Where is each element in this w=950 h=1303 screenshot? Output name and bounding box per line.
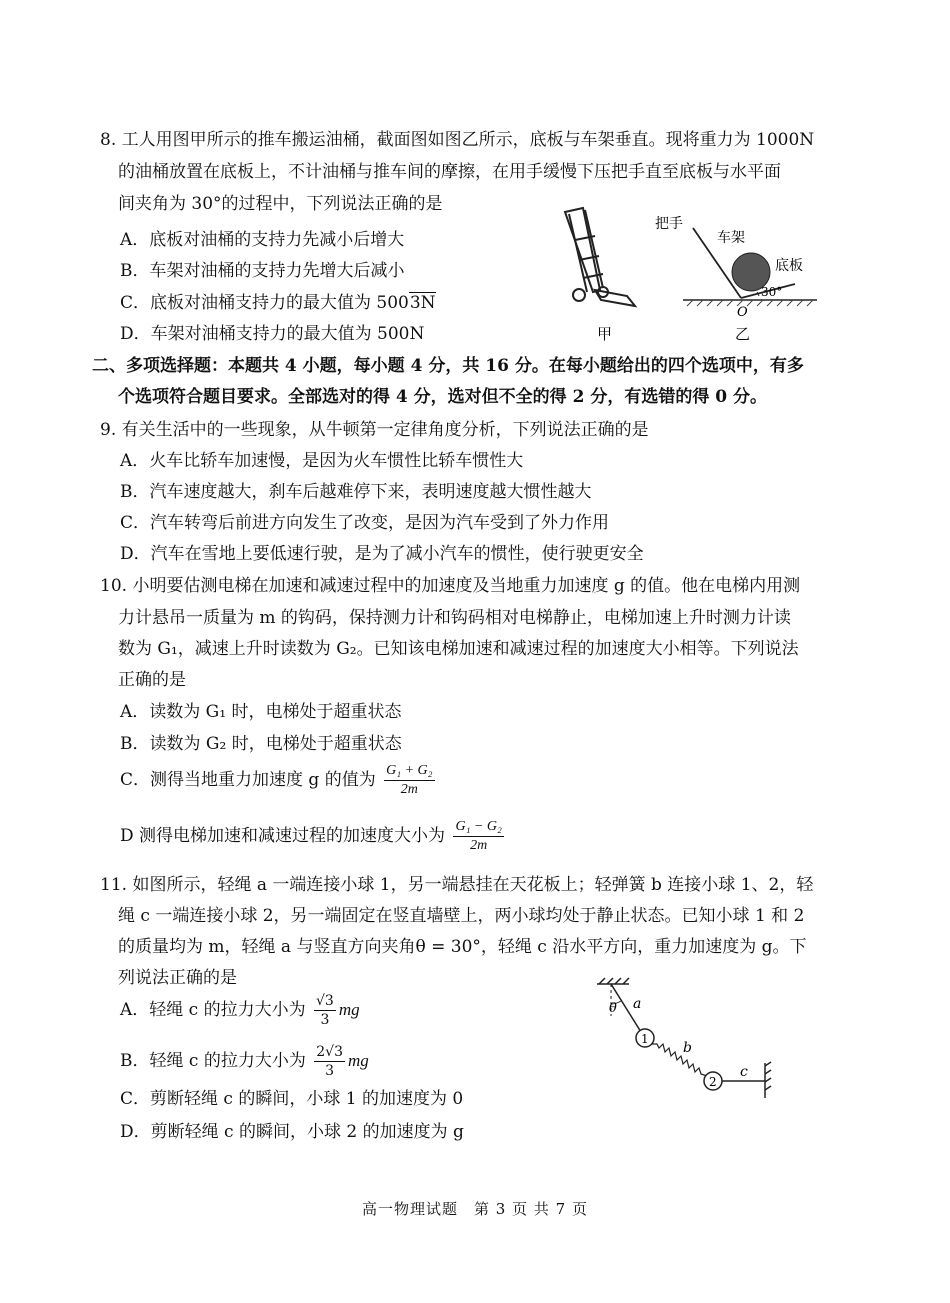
q11-option-b-denominator: 3 xyxy=(325,1063,335,1079)
q8-option-a: A．底板对油桶的支持力先减小后增大 xyxy=(120,230,405,250)
fig-label-ball1: 1 xyxy=(641,1032,649,1046)
q10-line3: 数为 G₁，减速上升时读数为 G₂。已知该电梯加速和减速过程的加速度大小相等。下列说法 xyxy=(118,639,799,659)
fig-label-theta: θ xyxy=(609,1001,617,1016)
q10-option-d-text: D 测得电梯加速和减速过程的加速度大小为 xyxy=(120,826,446,846)
q11-option-d: D．剪断轻绳 c 的瞬间，小球 2 的加速度为 g xyxy=(120,1122,464,1142)
q11-option-b xyxy=(120,1043,369,1080)
q8-figure xyxy=(555,200,855,345)
fig-label-jia: 甲 xyxy=(597,325,613,343)
q10-option-b: B．读数为 G₂ 时，电梯处于超重状态 xyxy=(120,734,402,754)
q8-line3: 间夹角为 30°的过程中，下列说法正确的是 xyxy=(118,194,443,214)
ceiling-support xyxy=(597,978,629,984)
spring-b xyxy=(652,1044,707,1076)
fig-label-frame: 车架 xyxy=(717,230,745,246)
hand-truck-drawing xyxy=(565,208,635,306)
fig-label-angle: 30° xyxy=(761,285,783,299)
q11-line1: 11. 如图所示，轻绳 a 一端连接小球 1，另一端悬挂在天花板上；轻弹簧 b 连接小球 1、2，轻 xyxy=(100,875,814,895)
q11-option-b-unit: mg xyxy=(347,1051,369,1070)
q10-option-d xyxy=(120,818,507,855)
q8-line1: 8. 工人用图甲所示的推车搬运油桶，截面图如图乙所示，底板与车架垂直。现将重力为 1000N xyxy=(100,130,815,150)
q10-option-c-fraction xyxy=(384,762,434,799)
fig-label-b: b xyxy=(683,1040,692,1056)
q10-option-c-numerator: G₁ + G₂ xyxy=(384,762,434,781)
q10-option-c-denominator: 2m xyxy=(400,782,418,797)
q11-line3: 的质量均为 m，轻绳 a 与竖直方向夹角θ = 30°，轻绳 c 沿水平方向，重力加速度为 g。下 xyxy=(118,937,807,957)
section2-line1: 二、多项选择题：本题共 4 小题，每小题 4 分，共 16 分。在每小题给出的四个选项中，有多 xyxy=(92,356,804,376)
fig-label-ball2: 2 xyxy=(709,1075,717,1089)
q10-option-d-denominator: 2m xyxy=(470,838,488,853)
q8-option-c-sqrt: 3N xyxy=(409,293,436,313)
q8-option-c-text: C．底板对油桶支持力的最大值为 500 xyxy=(120,293,409,313)
q11-option-b-fraction xyxy=(314,1043,345,1080)
fig-label-c: c xyxy=(740,1064,748,1080)
q9-option-a: A．火车比轿车加速慢，是因为火车惯性比轿车惯性大 xyxy=(120,451,524,471)
q8-option-b: B．车架对油桶的支持力先增大后减小 xyxy=(120,261,405,281)
q10-option-c-text: C．测得当地重力加速度 g 的值为 xyxy=(120,770,376,790)
q10-option-c xyxy=(120,762,438,799)
q9-option-d: D．汽车在雪地上要低速行驶，是为了减小汽车的惯性，使行驶更安全 xyxy=(120,544,644,564)
fig-label-base: 底板 xyxy=(775,258,803,274)
q9-line1: 9. 有关生活中的一些现象，从牛顿第一定律角度分析，下列说法正确的是 xyxy=(100,420,649,440)
q10-line4: 正确的是 xyxy=(118,670,186,690)
q10-line2: 力计悬吊一质量为 m 的钩码，保持测力计和钩码相对电梯静止，电梯加速上升时测力计读 xyxy=(118,608,791,628)
section2-line2: 个选项符合题目要求。全部选对的得 4 分，选对但不全的得 2 分，有选错的得 0 分。 xyxy=(118,387,767,407)
q10-option-d-numerator: G₁ − G₂ xyxy=(453,818,503,837)
fig-label-o: O xyxy=(737,305,748,320)
q8-line2: 的油桶放置在底板上，不计油桶与推车间的摩擦，在用手缓慢下压把手直至底板与水平面 xyxy=(118,162,781,182)
q9-option-b: B．汽车速度越大，刹车后越难停下来，表明速度越大惯性越大 xyxy=(120,482,592,502)
q11-option-b-text: B．轻绳 c 的拉力大小为 xyxy=(120,1051,306,1071)
q8-option-c xyxy=(120,291,436,315)
q11-option-a-fraction xyxy=(314,992,336,1029)
q11-line2: 绳 c 一端连接小球 2，另一端固定在竖直墙壁上，两小球均处于静止状态。已知小球 1 和 2 xyxy=(118,906,805,926)
q10-option-d-fraction xyxy=(453,818,503,855)
q10-option-a: A．读数为 G₁ 时，电梯处于超重状态 xyxy=(120,702,402,722)
q11-option-a xyxy=(120,992,360,1029)
q11-option-a-unit: mg xyxy=(338,1000,360,1019)
fig-label-handle: 把手 xyxy=(655,216,683,232)
fig-label-a: a xyxy=(633,996,642,1012)
q11-option-a-denominator: 3 xyxy=(320,1012,330,1028)
page-footer: 高一物理试题 第 3 页 共 7 页 xyxy=(362,1200,588,1218)
q11-option-c: C．剪断轻绳 c 的瞬间，小球 1 的加速度为 0 xyxy=(120,1089,464,1109)
q11-figure xyxy=(585,968,775,1103)
fig-label-yi: 乙 xyxy=(735,325,751,343)
q10-line1: 10. 小明要估测电梯在加速和减速过程中的加速度及当地重力加速度 g 的值。他在电梯内用测 xyxy=(100,576,801,596)
q11-option-b-numerator: 2√3 xyxy=(316,1044,343,1060)
q11-line4: 列说法正确的是 xyxy=(118,968,237,988)
q9-option-c: C．汽车转弯后前进方向发生了改变，是因为汽车受到了外力作用 xyxy=(120,513,610,533)
q11-option-a-numerator: √3 xyxy=(316,993,334,1009)
q8-option-d: D．车架对油桶支持力的最大值为 500N xyxy=(120,324,425,344)
q11-option-a-text: A．轻绳 c 的拉力大小为 xyxy=(120,1000,306,1020)
wall-support xyxy=(765,1062,771,1098)
